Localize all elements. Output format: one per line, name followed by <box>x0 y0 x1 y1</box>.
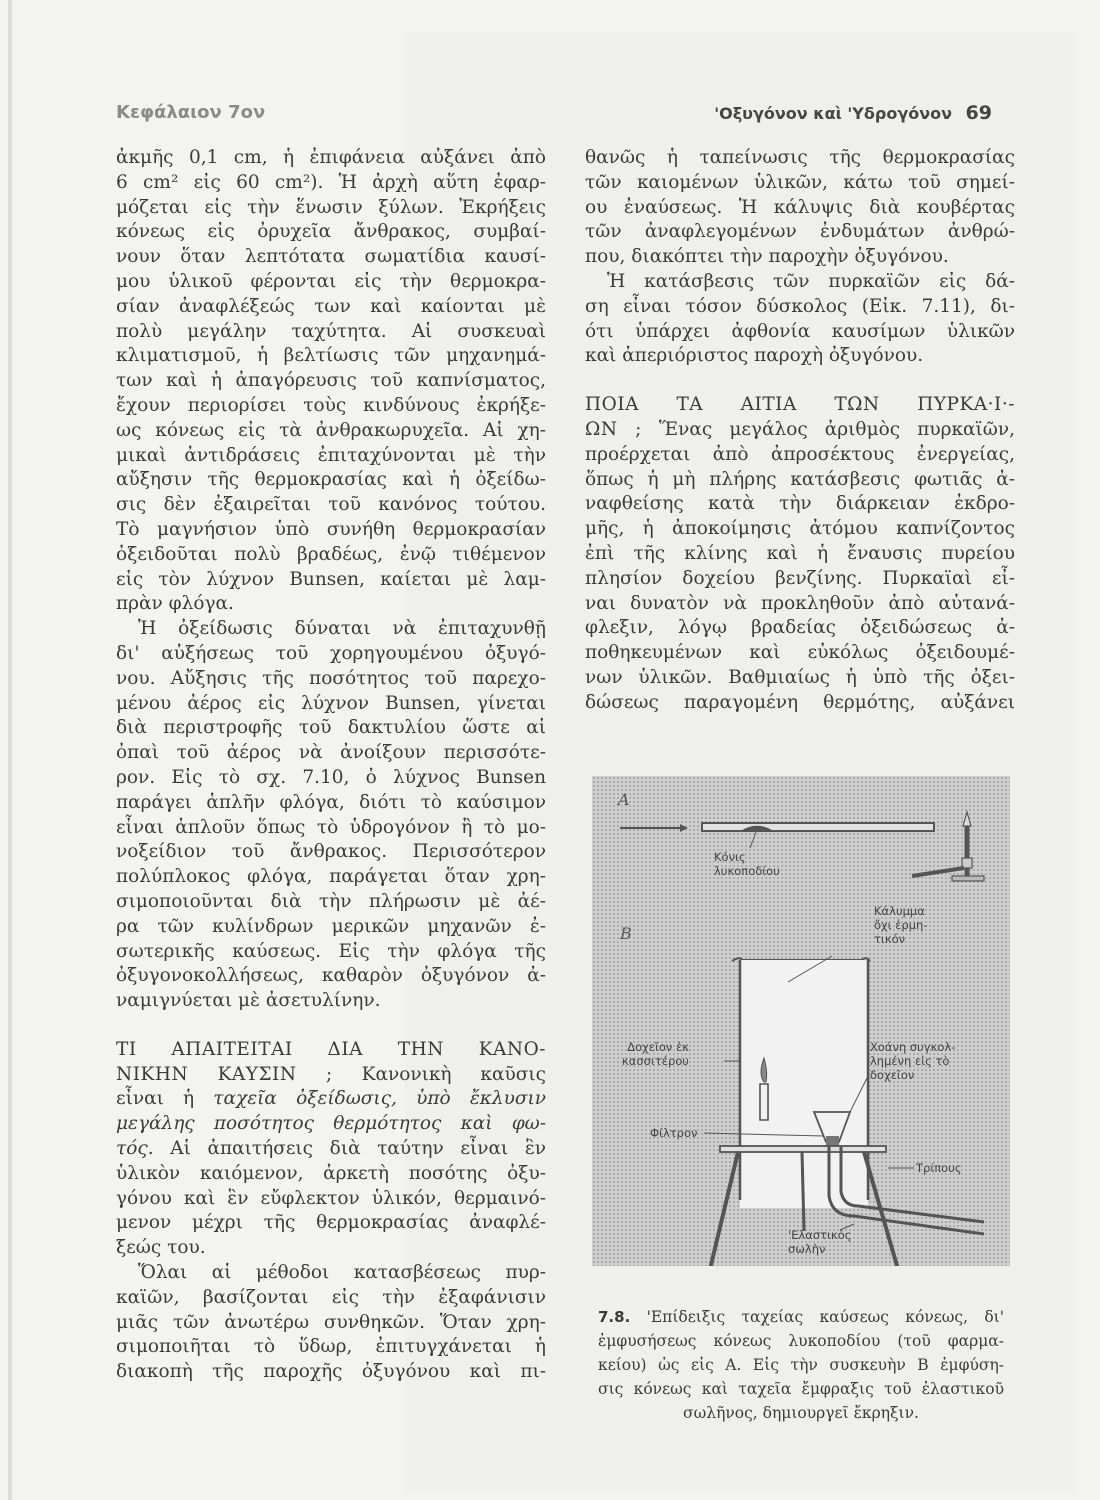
text-line: ὀξυγονοκολλήσεως, καθαρὸν ὀξυγόνον ἀ- <box>116 965 546 987</box>
text-line: ότι ὑπάρχει ἀφθονία καυσίμων ὑλικῶν <box>585 320 1015 342</box>
text-line <box>116 1087 546 1112</box>
chapter-title: Κεφάλαιον 7ον <box>116 102 266 123</box>
label-lid <box>874 904 928 946</box>
label-tripod: Τρίπους <box>916 1161 962 1175</box>
figure-dust-explosion-apparatus <box>592 776 1010 1266</box>
text-line: Τὸ μαγνήσιον ὑπὸ συνήθη θερμοκρασίαν <box>116 518 546 540</box>
section-normal-combustion <box>116 1038 546 1261</box>
text-line: ως κόνεως εἰς τὰ ἀνθρακωρυχεῖα. Αἱ χη- <box>116 419 546 441</box>
label-line: λημένη εἰς τὸ <box>870 1054 950 1068</box>
section-title: 'Οξυγόνον καὶ 'Υδρογόνον <box>714 104 952 123</box>
figure-caption <box>598 1305 1004 1425</box>
text-line: μου ὑλικοῦ φέρονται εἰς τὴν θερμοκρα- <box>116 270 546 292</box>
figure-number: 7.8. <box>598 1308 631 1326</box>
text-line: καὶ ἀπεριόριστος παροχὴ ὀξυγόνου. <box>585 345 924 367</box>
label-line: ὄχι ἑρμη- <box>874 918 928 932</box>
text-line: μῆς, ἡ ἀποκοίμησις ἀτόμου καπνίζοντος <box>585 518 1015 540</box>
text-line: διακοπὴ τῆς παροχῆς ὀξυγόνου καὶ πι- <box>116 1361 546 1383</box>
text-line: φλεξιν, λόγῳ βραδείας ὀξειδώσεως ἀ- <box>585 617 1015 639</box>
label-funnel <box>870 1040 955 1082</box>
text-line: διὰ περιστροφῆς τοῦ δακτυλίου ὥστε αἱ <box>116 717 546 739</box>
caption-text: 'Επίδειξις ταχείας καύσεως κόνεως, δι' <box>630 1308 1004 1326</box>
text-line: σιμοποιῆται τὸ ὕδωρ, ἐπιτυγχάνεται ἡ <box>116 1336 546 1358</box>
text-line: αὔξησιν τῆς θερμοκρασίας καὶ ἡ ὀξείδω- <box>116 469 546 491</box>
paragraph-dust-explosions <box>116 146 546 617</box>
text-line: πολὺ μεγάλην ταχύτητα. Αἱ συσκευαὶ <box>116 320 546 342</box>
text-line: ξεώς του. <box>116 1237 206 1259</box>
text-line <box>585 418 1015 443</box>
text-line: νου. Αὔξησις τῆς ποσότητος τοῦ παρεχο- <box>116 667 546 689</box>
label-line: δοχεῖον <box>870 1068 915 1082</box>
text-run: Κανονικὴ καῦσις <box>361 1063 546 1085</box>
text-line: γόνου καὶ ἓν εὔφλεκτον ὑλικόν, θερμαινό- <box>116 1187 546 1209</box>
text-line: καϊῶν, βασίζονται εἰς τὴν ἐξαφάνισιν <box>116 1286 546 1308</box>
text-line: θανῶς ἡ ταπείνωσις τῆς θερμοκρασίας <box>585 147 1015 168</box>
text-line: ὑλικὸν καιόμενον, ἀρκετὴ ποσότης ὀξυ- <box>116 1162 546 1184</box>
text-line: ἀκμῆς 0,1 cm, ἡ ἐπιφάνεια αὐξάνει ἀπὸ <box>116 147 546 168</box>
text-line: μενον μέχρι τῆς θερμοκρασίας ἀναφλέ- <box>116 1212 546 1234</box>
right-column <box>585 146 1015 716</box>
text-line: μιᾶς τῶν ἀνωτέρω συνθηκῶν. Ὅταν χρη- <box>116 1311 546 1333</box>
caption-line: σωλῆνος, δημιουργεῖ ἔκρηξιν. <box>683 1404 919 1422</box>
panel-b-drawing <box>704 956 984 1266</box>
caption-line: ἐμφυσήσεως κόνεως λυκοποδίου (τοῦ φαρμα- <box>598 1332 1004 1350</box>
label-lycopodium-dust <box>714 850 780 878</box>
paragraph-forest-fires <box>585 270 1015 369</box>
panel-a-label: A <box>618 790 630 809</box>
apparatus-illustration <box>592 776 1010 1266</box>
text-run: εἶναι ἡ <box>116 1088 214 1110</box>
label-line: Κόνις <box>714 850 746 864</box>
emphasis-run: τός. <box>116 1138 154 1160</box>
label-rubber-tube <box>788 1228 851 1256</box>
paragraph-spacer <box>585 369 1015 393</box>
section-heading-cont: ΝΙΚΗΝ ΚΑΥΣΙΝ ; <box>116 1063 333 1085</box>
label-line: 'Ελαστικὸς <box>788 1228 852 1242</box>
text-line: δι' αὐξήσεως τοῦ χορηγουμένου ὀξυγό- <box>116 642 546 664</box>
text-line: σίαν ἀναφλέξεώς των καὶ καίονται μὲ <box>116 295 546 317</box>
text-line: μικαὶ ἀντιδράσεις ἐπιταχύνονται μὲ τὴν <box>116 444 546 466</box>
page-binding-edge <box>8 0 12 1500</box>
text-line: ὀξειδοῦται πολὺ βραδέως, ἐνῷ τιθέμενον <box>116 543 546 565</box>
text-line: νων ὑλικῶν. Βαθμιαίως ἡ ὑπὸ τῆς ὀξει- <box>585 666 1015 688</box>
text-line: σιμοποιοῦνται διὰ τὴν πλήρωσιν μὲ ἀέ- <box>116 890 546 912</box>
text-line: μόζεται εἰς τὴν ἕνωσιν ξύλων. Ἐκρήξεις <box>116 196 546 218</box>
text-line: ποθηκευμένων καὶ εὐκόλως ὀξειδουμέ- <box>585 642 1015 664</box>
caption-line: σις κόνεως καὶ ταχεῖα ἔμφραξις τοῦ ἐλαστικοῦ <box>598 1380 1004 1398</box>
text-line: των καὶ ἡ ἀπαγόρευσις τοῦ καπνίσματος, <box>116 370 546 392</box>
label-line: κασσιτέρου <box>622 1054 689 1068</box>
section-heading-cont: ΩΝ ; <box>585 418 642 440</box>
text-line: κλιματισμοῦ, ἡ βελτίωσις τῶν μηχανημά- <box>116 345 546 367</box>
label-line: Χοάνη συγκολ- <box>870 1040 956 1054</box>
text-line: νοξείδιον τοῦ ἄνθρακος. Περισσότερον <box>116 841 546 863</box>
text-line: Ἡ ὀξείδωσις δύναται νὰ ἐπιταχυνθῇ <box>138 618 546 640</box>
text-line: ναι δυνατὸν νὰ προκληθοῦν ἀπὸ αὐτανά- <box>585 592 1015 614</box>
page-number: 69 <box>965 102 992 124</box>
text-line: ου ἐναύσεως. Ἡ κάλυψις διὰ κουβέρτας <box>585 196 1015 218</box>
text-line: προέρχεται ἀπὸ ἀπροσέκτους ἐνεργείας, <box>585 443 1015 465</box>
text-line: 6 cm² εἰς 60 cm²). Ἡ ἀρχὴ αὕτη ἐφαρ- <box>116 171 546 193</box>
emphasis-run: ταχεῖα ὀξείδωσις, ὑπὸ ἔκλυσιν <box>213 1088 546 1110</box>
section-causes-of-fires <box>585 393 1015 715</box>
caption-line <box>598 1305 1004 1329</box>
caption-line: κείου) ὡς εἰς Α. Εἰς τὴν συσκευὴν Β ἐμφύση- <box>598 1356 1004 1374</box>
text-line: ρα τῶν κυλίνδρων μερικῶν μηχανῶν ἐ- <box>116 915 546 937</box>
text-line: πλησίον δοχείου βενζίνης. Πυρκαϊαὶ εἶ- <box>585 567 1015 589</box>
left-column <box>116 146 546 1385</box>
text-line: δώσεως παραγομένη θερμότης, αὐξάνει <box>585 691 1015 713</box>
text-line: ἔχουν περιορίσει τοὺς κινδύνους ἐκρήξε- <box>116 394 546 416</box>
section-heading: ΤΙ ΑΠΑΙΤΕΙΤΑΙ ΔΙΑ ΤΗΝ ΚΑΝΟ- <box>116 1038 546 1060</box>
emphasis-line: μεγάλης ποσότητος θερμότητος καὶ φω- <box>116 1113 546 1135</box>
text-line: ση εἶναι τόσον δύσκολος (Εἰκ. 7.11), δι- <box>585 295 1015 317</box>
paragraph-fire-extinguishing <box>116 1261 546 1385</box>
paragraph-spacer <box>116 1014 546 1038</box>
text-line: σωτερικῆς καύσεως. Εἰς τὴν φλόγα τῆς <box>116 940 546 962</box>
label-tin-can <box>622 1040 689 1068</box>
paragraph-cooling <box>585 146 1015 270</box>
text-line: ναφθείσης κατὰ τὴν διάρκειαν ἐκδρο- <box>585 493 1015 515</box>
paragraph-oxidation-rate <box>116 617 546 1014</box>
text-run: Αἱ ἀπαιτήσεις διὰ ταύτην εἶναι ἓν <box>153 1138 546 1160</box>
text-line: τῶν καιομένων ὑλικῶν, κάτω τοῦ σημεί- <box>585 171 1015 193</box>
label-line: τικόν <box>874 932 906 946</box>
text-line <box>116 1137 546 1162</box>
label-line: λυκοποδίου <box>714 864 780 878</box>
text-line: παράγει ἁπλῆν φλόγα, διότι τὸ καύσιμον <box>116 791 546 813</box>
text-line: πρὰν φλόγα. <box>116 593 234 615</box>
text-line: σις δὲν ἐξαιρεῖται τοῦ κανόνος τούτου. <box>116 494 546 516</box>
label-line: Δοχεῖον ἐκ <box>627 1040 689 1054</box>
text-line: ὅπως ἡ μὴ πλήρης κατάσβεσις φωτιᾶς ἀ- <box>585 468 1015 490</box>
text-line: εἶναι ἁπλοῦν ὅπως τὸ ὑδρογόνον ἢ τὸ μο- <box>116 816 546 838</box>
running-header <box>116 102 992 132</box>
text-line: ἐπὶ τῆς κλίνης καὶ ἡ ἔναυσις πυρείου <box>585 542 1015 564</box>
text-line: πολύπλοκος φλόγα, παράγεται ὅταν χρη- <box>116 866 546 888</box>
text-run: Ἕνας μεγάλος ἀριθμὸς πυρκαϊῶν, <box>658 418 1015 440</box>
text-line: εἰς τὸν λύχνον Bunsen, καίεται μὲ λαμ- <box>116 568 546 590</box>
text-line: ὀπαὶ τοῦ ἀέρος νὰ ἀνοίξουν περισσότε- <box>116 742 546 764</box>
text-line: μένου ἀέρος εἰς λύχνον Bunsen, γίνεται <box>116 692 546 714</box>
text-line: Ὅλαι αἱ μέθοδοι κατασβέσεως πυρ- <box>138 1262 546 1284</box>
label-filter: Φίλτρον <box>650 1126 698 1140</box>
text-line: τῶν ἀναφλεγομένων ἐνδυμάτων ἀνθρώ- <box>585 221 1015 243</box>
label-line: Κάλυμμα <box>874 904 925 918</box>
text-line: κόνεως εἰς ὀρυχεῖα ἄνθρακος, συμβαί- <box>116 221 546 243</box>
text-line <box>116 1063 546 1088</box>
label-line: σωλὴν <box>788 1242 826 1256</box>
section-heading: ΠΟΙΑ ΤΑ ΑΙΤΙΑ ΤΩΝ ΠΥΡΚΑ·Ι·- <box>585 394 1015 416</box>
text-line: νουν ὅταν λεπτότατα σωματίδια καυσί- <box>116 246 546 268</box>
text-line: Ἡ κατάσβεσις τῶν πυρκαϊῶν εἰς δά- <box>607 270 1015 292</box>
text-line: που, διακόπτει τὴν παροχὴν ὀξυγόνου. <box>585 246 949 268</box>
panel-b-label: B <box>620 924 632 943</box>
text-line: ναμιγνύεται μὲ ἀσετυλίνην. <box>116 990 381 1012</box>
text-line: ρον. Εἰς τὸ σχ. 7.10, ὁ λύχνος Bunsen <box>116 766 546 788</box>
panel-a-drawing <box>620 812 984 881</box>
